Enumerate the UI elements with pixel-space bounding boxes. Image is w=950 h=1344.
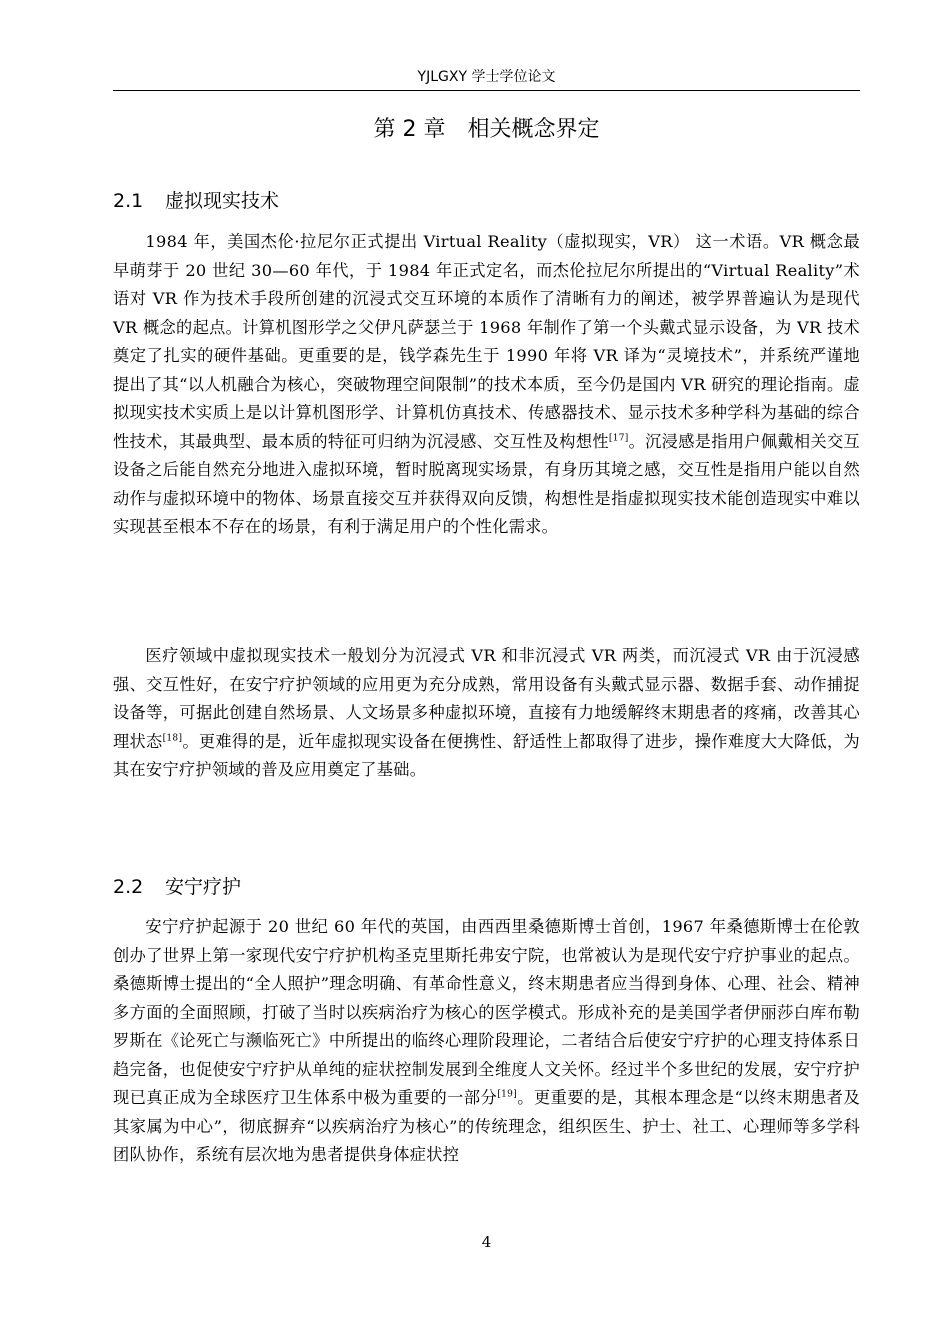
- citation: [17]: [608, 433, 629, 444]
- paragraph-hospice-care: 安宁疗护起源于 20 世纪 60 年代的英国，由西西里桑德斯博士首创，1967 年桑德斯博士在伦敦创办了世界上第一家现代安宁疗护机构圣克里斯托弗安宁院，也常被认为是现代安宁疗护事业的起点。桑德斯博士提出的“全人照护”理念明确、有革命性意义，终末期患者应当得到身体、心理、社会、精神多方面的全面照顾，打破了当时以疾病治疗为核心的医学模式。形成补充的是美国学者伊丽莎白库布勒罗斯在《论死亡与濒临死亡》中所提出的临终心理阶段理论，二者结合后使安宁疗护的心理支持体系日趋完备，也促使安宁疗护从单纯的症状控制发展到全维度人文关怀。经过半个多世纪的发展，安宁疗护现已真正成为全球医疗卫生体系中极为重要的一部分[19]。更重要的是，其根本理念是“以终末期患者及其家属为中心”，彻底摒弃“以疾病治疗为核心”的传统理念，组织医生、护士、社工、心理师等多学科团队协作，系统有层次地为患者提供身体症状控: [113, 917, 861, 1164]
- section-number: 2.1: [113, 190, 144, 212]
- chapter-number: 第 2 章: [373, 117, 446, 142]
- paragraph-vr-definition: 1984 年，美国杰伦·拉尼尔正式提出 Virtual Reality（虚拟现实，VR） 这一术语。VR 概念最早萌芽于 20 世纪 30—60 年代，于 1984 年正式定名，而杰伦拉尼尔所提出的“Virtual Reality”术语对 VR 作为技术手段所创建的沉浸式交互环境的本质作了清晰有力的阐述，被学界普遍认为是现代 VR 概念的起点。计算机图形学之父伊凡萨瑟兰于 1968 年制作了第一个头戴式显示设备，为 VR 技术奠定了扎实的硬件基础。更重要的是，钱学森先生于 1990 年将 VR 译为“灵境技术”，并系统严谨地提出了其“以人机融合为核心，突破物理空间限制”的技术本质，至今仍是国内 VR 研究的理论指南。虚拟现实技术实质上是以计算机图形学、计算机仿真技术、传感器技术、显示技术多种学科为基础的综合性技术，其最典型、最本质的特征可归纳为沉浸感、交互性及构想性[17]。沉浸感是指用户佩戴相关交互设备之后能自然充分地进入虚拟环境，暂时脱离现实场景，有身历其境之感，交互性是指用户能以自然动作与虚拟环境中的物体、场景直接交互并获得双向反馈，构想性是指虚拟现实技术能创造现实中难以实现甚至根本不存在的场景，有利于满足用户的个性化需求。: [113, 232, 860, 536]
- chapter-title-text: 相关概念界定: [467, 117, 600, 142]
- section-heading-2-2: [113, 874, 241, 900]
- citation: [19]: [497, 1089, 518, 1100]
- section-number: 2.2: [113, 876, 144, 898]
- section-heading-2-1: [113, 188, 279, 214]
- chapter-title: [113, 115, 860, 145]
- paragraph-vr-medical: 医疗领域中虚拟现实技术一般划分为沉浸式 VR 和非沉浸式 VR 两类，而沉浸式 VR 由于沉浸感强、交互性好，在安宁疗护领域的应用更为充分成熟，常用设备有头戴式显示器、数据手套、动作捕捉设备等，可据此创建自然场景、人文场景多种虚拟环境，直接有力地缓解终末期患者的疼痛，改善其心理状态[18]。更难得的是，近年虚拟现实设备在便携性、舒适性上都取得了进步，操作难度大大降低，为其在安宁疗护领域的普及应用奠定了基础。: [113, 646, 860, 779]
- running-header: YJLGXY 学士学位论文: [417, 69, 556, 85]
- citation: [18]: [162, 733, 183, 744]
- section-title: 虚拟现实技术: [165, 190, 280, 212]
- section-title: 安宁疗护: [165, 876, 242, 898]
- header-rule: [113, 90, 860, 91]
- page-number: 4: [481, 1233, 492, 1251]
